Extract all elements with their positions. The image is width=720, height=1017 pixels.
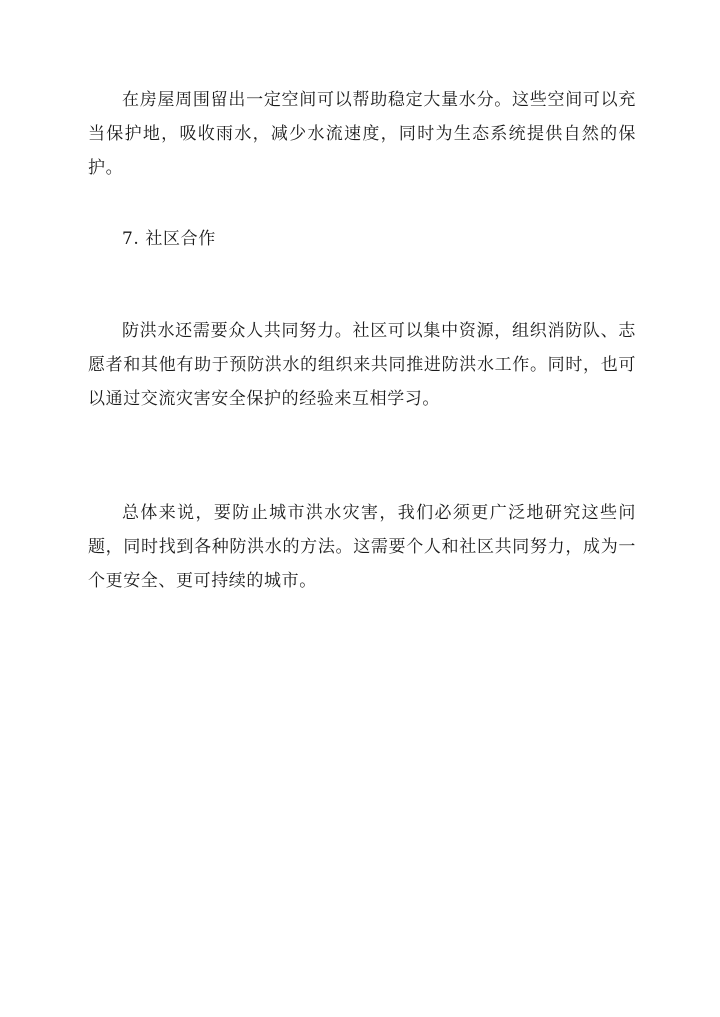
paragraph-community-cooperation: 防洪水还需要众人共同努力。社区可以集中资源，组织消防队、志愿者和其他有助于预防洪水的组织来共同推进防洪水工作。同时，也可以通过交流灾害安全保护的经验来互相学习。 <box>88 321 636 409</box>
paragraph-space-around-house: 在房屋周围留出一定空间可以帮助稳定大量水分。这些空间可以充当保护地，吸收雨水，减少水流速度，同时为生态系统提供自然的保护。 <box>88 90 636 178</box>
paragraph-conclusion: 总体来说，要防止城市洪水灾害，我们必须更广泛地研究这些问题，同时找到各种防洪水的方法。这需要个人和社区共同努力，成为一个更安全、更可持续的城市。 <box>88 503 636 591</box>
section-heading-community-cooperation: 7. 社区合作 <box>122 229 216 249</box>
